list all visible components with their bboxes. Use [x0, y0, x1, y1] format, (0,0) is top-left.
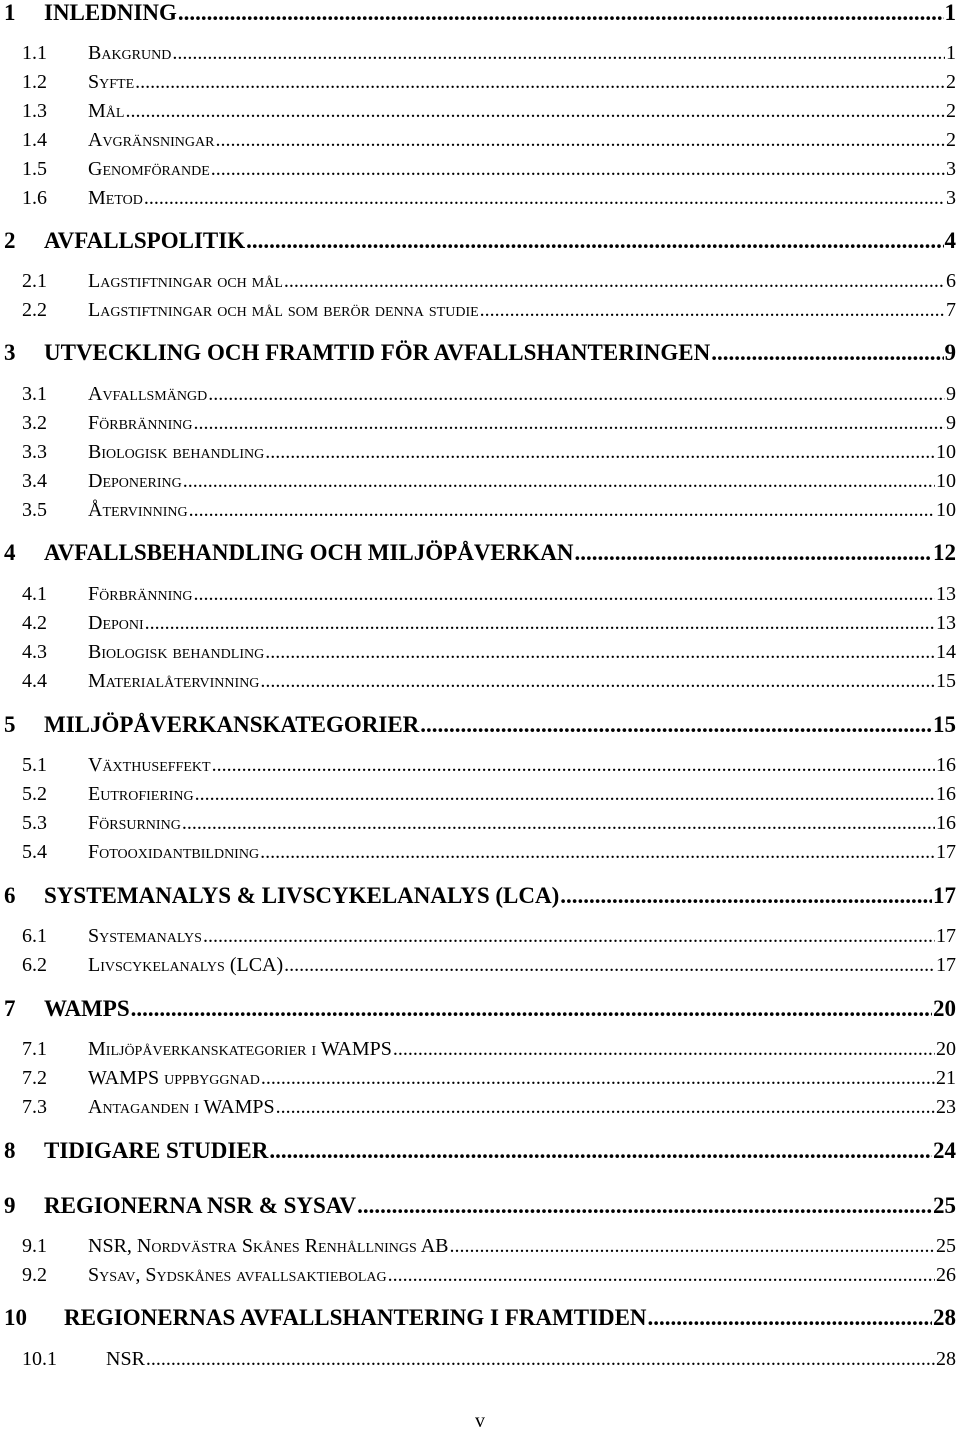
toc-page: 9 — [944, 340, 956, 365]
toc-page: 17 — [936, 925, 956, 947]
toc-page: 15 — [936, 670, 956, 692]
toc-page: 9 — [946, 383, 956, 405]
toc-title: REGIONERNAS AVFALLSHANTERING I FRAMTIDEN — [64, 1305, 647, 1330]
toc-number: 3 — [4, 340, 16, 365]
dot-leader — [182, 812, 935, 835]
toc-title: Biologisk behandling — [88, 641, 265, 663]
toc-number: 8 — [4, 1138, 16, 1163]
toc-title: Livscykelanalys (LCA) — [88, 954, 284, 976]
toc-title: AVFALLSBEHANDLING OCH MILJÖPÅVERKAN — [44, 540, 574, 565]
toc-title: Sysav, Sydskånes avfallsaktiebolag — [88, 1264, 387, 1286]
dot-leader — [648, 1305, 932, 1331]
toc-title: Mål — [88, 100, 125, 122]
toc-title: Deponi — [88, 612, 144, 634]
toc-page: 3 — [946, 158, 956, 180]
toc-title: Förbränning — [88, 583, 193, 605]
dot-leader — [193, 583, 935, 606]
toc-entry[interactable] — [0, 1193, 956, 1219]
toc-title: Fotooxidantbildning — [88, 841, 260, 863]
toc-page: 16 — [936, 783, 956, 805]
toc-title: Förbränning — [88, 412, 193, 434]
toc-number: 2 — [4, 228, 16, 253]
toc-number: 4.2 — [22, 612, 47, 634]
toc-title: Bakgrund — [88, 42, 172, 64]
toc-number: 1 — [4, 0, 16, 25]
toc-number: 6.1 — [22, 925, 47, 947]
toc-title: Avfallsmängd — [88, 383, 208, 405]
dot-leader — [146, 1348, 935, 1371]
toc-entry[interactable] — [0, 670, 956, 693]
toc-number: 3.3 — [22, 441, 47, 463]
toc-number: 5.3 — [22, 812, 47, 834]
toc-entry[interactable] — [0, 996, 956, 1022]
toc-title: Systemanalys — [88, 925, 202, 947]
dot-leader — [265, 441, 935, 464]
toc-number: 9.2 — [22, 1264, 47, 1286]
toc-page: 16 — [936, 754, 956, 776]
toc-number: 1.6 — [22, 187, 47, 209]
toc-number: 5.1 — [22, 754, 47, 776]
toc-number: 7 — [4, 996, 16, 1021]
toc-title: Genomförande — [88, 158, 210, 180]
dot-leader — [261, 1067, 935, 1090]
toc-entry[interactable] — [0, 0, 956, 26]
toc-title: INLEDNING — [44, 0, 177, 25]
toc-number: 7.1 — [22, 1038, 47, 1060]
toc-entry[interactable] — [0, 1096, 956, 1119]
toc-entry[interactable] — [0, 812, 956, 835]
dot-leader — [131, 996, 932, 1022]
dot-leader — [145, 612, 935, 635]
toc-page: 28 — [936, 1348, 956, 1370]
dot-leader — [450, 1235, 936, 1258]
dot-leader — [420, 712, 932, 738]
toc-title: NSR, Nordvästra Skånes Renhållnings AB — [88, 1235, 449, 1257]
toc-entry[interactable] — [0, 1138, 956, 1164]
toc-number: 6 — [4, 883, 16, 908]
toc-entry[interactable] — [0, 712, 956, 738]
toc-page: 9 — [946, 412, 956, 434]
toc-entry[interactable] — [0, 1067, 956, 1090]
toc-page: 25 — [933, 1193, 956, 1218]
toc-title: Försurning — [88, 812, 181, 834]
dot-leader — [357, 1193, 932, 1219]
toc-entry[interactable] — [0, 187, 956, 210]
dot-leader — [265, 641, 935, 664]
toc-title: AVFALLSPOLITIK — [44, 228, 246, 253]
toc-entry[interactable] — [0, 299, 956, 322]
toc-number: 1.4 — [22, 129, 47, 151]
toc-title: MILJÖPÅVERKANSKATEGORIER — [44, 712, 420, 737]
toc-number: 3.5 — [22, 499, 47, 521]
toc-page: 2 — [946, 71, 956, 93]
toc-title: Återvinning — [88, 499, 188, 521]
dot-leader — [260, 841, 935, 864]
toc-number: 3.1 — [22, 383, 47, 405]
toc-title: Växthuseffekt — [88, 754, 211, 776]
toc-title: WAMPS — [44, 996, 130, 1021]
toc-page: 3 — [946, 187, 956, 209]
toc-page: 1 — [946, 42, 956, 64]
toc-page: 21 — [936, 1067, 956, 1089]
toc-entry[interactable] — [0, 441, 956, 464]
toc-title: Syfte — [88, 71, 135, 93]
toc-title: WAMPS uppbyggnad — [88, 1067, 260, 1089]
toc-number: 4.4 — [22, 670, 47, 692]
toc-page: 17 — [933, 883, 956, 908]
toc-number: 1.3 — [22, 100, 47, 122]
toc-title: REGIONERNA NSR & SYSAV — [44, 1193, 357, 1218]
toc-page: 13 — [936, 583, 956, 605]
toc-title: SYSTEMANALYS & LIVSCYKELANALYS (LCA) — [44, 883, 560, 908]
toc-page: 12 — [933, 540, 956, 565]
toc-title: Lagstiftningar och mål som berör denna studie — [88, 299, 479, 321]
toc-page: 28 — [933, 1305, 956, 1330]
toc-title: UTVECKLING OCH FRAMTID FÖR AVFALLSHANTERINGEN — [44, 340, 711, 365]
toc-number: 1.1 — [22, 42, 47, 64]
toc-number: 1.5 — [22, 158, 47, 180]
toc-entry[interactable] — [0, 754, 956, 777]
dot-leader — [203, 925, 935, 948]
toc-title: Eutrofiering — [88, 783, 194, 805]
toc-page: 20 — [933, 996, 956, 1021]
toc-entry[interactable] — [0, 42, 956, 65]
toc-entry[interactable] — [0, 71, 956, 94]
page-number: v — [475, 1410, 485, 1432]
toc-page: 20 — [936, 1038, 956, 1060]
toc-entry[interactable] — [0, 1264, 956, 1287]
toc-entry[interactable] — [0, 583, 956, 606]
dot-leader — [246, 228, 943, 254]
toc-entry[interactable] — [0, 1038, 956, 1061]
dot-leader — [574, 540, 932, 566]
dot-leader — [260, 670, 935, 693]
toc-page: 6 — [946, 270, 956, 292]
dot-leader — [208, 383, 945, 406]
toc-page: 10 — [936, 441, 956, 463]
dot-leader — [480, 299, 945, 322]
toc-entry[interactable] — [0, 228, 956, 254]
toc-title: NSR — [106, 1348, 145, 1370]
toc-page: 25 — [936, 1235, 956, 1257]
toc-entry[interactable] — [0, 925, 956, 948]
toc-page: 15 — [933, 712, 956, 737]
dot-leader — [211, 158, 945, 181]
toc-entry[interactable] — [0, 100, 956, 123]
dot-leader — [135, 71, 945, 94]
dot-leader — [183, 470, 935, 493]
toc-title: Materialåtervinning — [88, 670, 260, 692]
toc-title: Metod — [88, 187, 143, 209]
toc-number: 6.2 — [22, 954, 47, 976]
dot-leader — [393, 1038, 935, 1061]
toc-entry[interactable] — [0, 340, 956, 366]
toc-number: 10.1 — [22, 1348, 57, 1370]
toc-number: 5.2 — [22, 783, 47, 805]
dot-leader — [172, 42, 945, 65]
dot-leader — [212, 754, 935, 777]
toc-entry[interactable] — [0, 270, 956, 293]
toc-number: 3.2 — [22, 412, 47, 434]
dot-leader — [269, 1138, 932, 1164]
toc-number: 4.1 — [22, 583, 47, 605]
toc-number: 7.2 — [22, 1067, 47, 1089]
toc-number: 5.4 — [22, 841, 47, 863]
toc-title: Miljöpåverkanskategorier i WAMPS — [88, 1038, 392, 1060]
toc-number: 5 — [4, 712, 16, 737]
toc-number: 3.4 — [22, 470, 47, 492]
dot-leader — [560, 883, 932, 909]
toc-entry[interactable] — [0, 641, 956, 664]
toc-entry[interactable] — [0, 883, 956, 909]
toc-number: 9.1 — [22, 1235, 47, 1257]
toc-page: 4 — [944, 228, 956, 253]
dot-leader — [193, 412, 945, 435]
dot-leader — [178, 0, 944, 26]
dot-leader — [284, 954, 935, 977]
toc-page: 24 — [933, 1138, 956, 1163]
toc-page: 2 — [946, 129, 956, 151]
dot-leader — [215, 129, 945, 152]
toc-number: 7.3 — [22, 1096, 47, 1118]
toc-entry[interactable] — [0, 540, 956, 566]
toc-page: 17 — [936, 954, 956, 976]
toc-entry[interactable] — [0, 1305, 956, 1331]
dot-leader — [189, 499, 935, 522]
toc-number: 9 — [4, 1193, 16, 1218]
toc-title: Deponering — [88, 470, 182, 492]
toc-number: 2.2 — [22, 299, 47, 321]
dot-leader — [276, 1096, 935, 1119]
dot-leader — [125, 100, 945, 123]
toc-page: 10 — [936, 499, 956, 521]
toc-page: 1 — [944, 0, 956, 25]
toc-title: Lagstiftningar och mål — [88, 270, 283, 292]
dot-leader — [144, 187, 945, 210]
toc-entry[interactable] — [0, 612, 956, 635]
toc-entry[interactable] — [0, 1348, 956, 1371]
toc-entry[interactable] — [0, 412, 956, 435]
toc-entry[interactable] — [0, 783, 956, 806]
toc-entry[interactable] — [0, 499, 956, 522]
toc-title: Antaganden i WAMPS — [88, 1096, 275, 1118]
dot-leader — [195, 783, 935, 806]
toc-page: 10 — [936, 470, 956, 492]
toc-title: Avgränsningar — [88, 129, 215, 151]
toc-number: 2.1 — [22, 270, 47, 292]
toc-page: 13 — [936, 612, 956, 634]
toc-title: TIDIGARE STUDIER — [44, 1138, 269, 1163]
toc-entry[interactable] — [0, 470, 956, 493]
toc-number: 4 — [4, 540, 16, 565]
toc-page: 14 — [936, 641, 956, 663]
toc-title: Biologisk behandling — [88, 441, 265, 463]
toc-page: 16 — [936, 812, 956, 834]
toc-page: 17 — [936, 841, 956, 863]
dot-leader — [711, 340, 943, 366]
toc-entry[interactable] — [0, 841, 956, 864]
toc-page: 26 — [936, 1264, 956, 1286]
toc-page: 2 — [946, 100, 956, 122]
toc-entry[interactable] — [0, 158, 956, 181]
toc-entry[interactable] — [0, 129, 956, 152]
dot-leader — [388, 1264, 935, 1287]
toc-number: 4.3 — [22, 641, 47, 663]
toc-page: 7 — [946, 299, 956, 321]
dot-leader — [284, 270, 945, 293]
toc-entry[interactable] — [0, 383, 956, 406]
toc-page: 23 — [936, 1096, 956, 1118]
toc-number: 10 — [4, 1305, 27, 1330]
toc-entry[interactable] — [0, 954, 956, 977]
toc-number: 1.2 — [22, 71, 47, 93]
toc-entry[interactable] — [0, 1235, 956, 1258]
